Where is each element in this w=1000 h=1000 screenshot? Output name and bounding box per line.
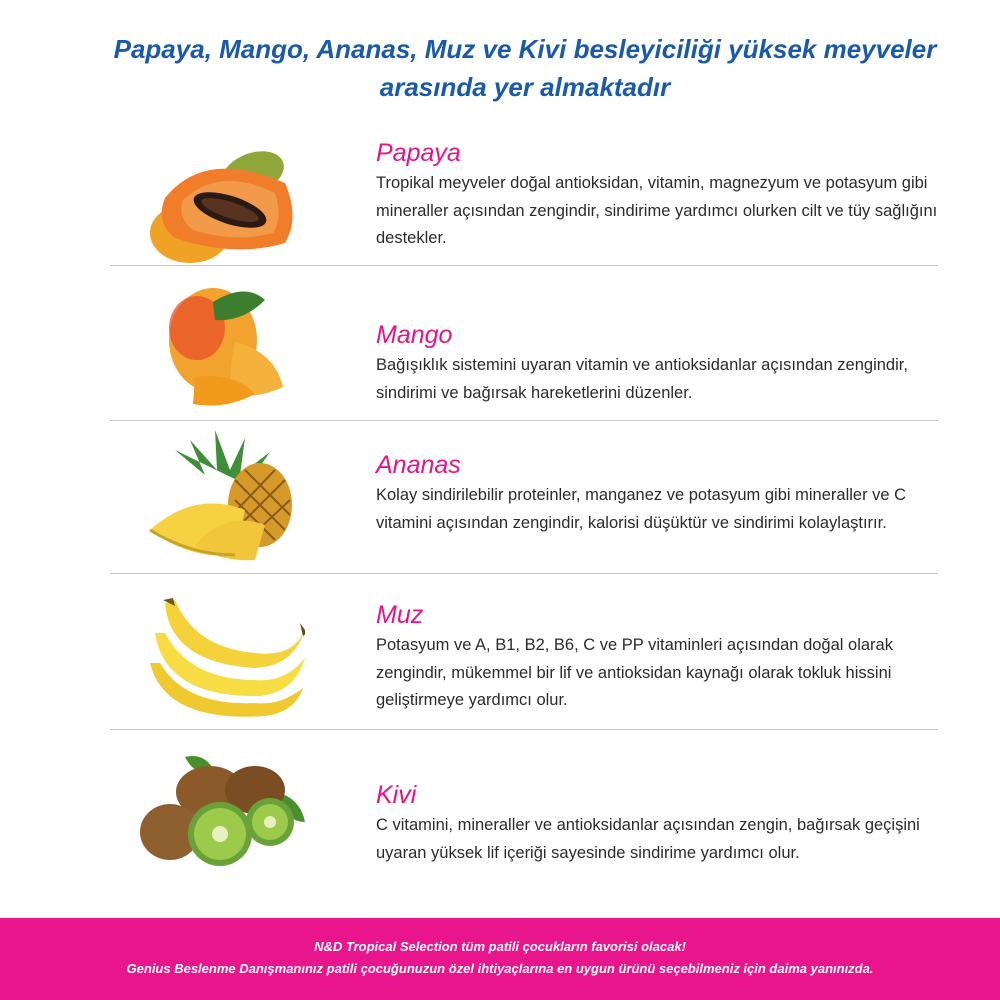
pineapple-image (135, 430, 305, 570)
kiwi-image (135, 752, 305, 892)
footer-line-1: N&D Tropical Selection tüm patili çocukların favorisi olacak! (314, 939, 686, 954)
footer-line-2: Genius Beslenme Danışmanınız patili çocuğunuzun özel ihtiyaçlarına en uygun ürünü seçebilmeniz için daima yanınızda. (126, 961, 874, 976)
papaya-image (135, 138, 305, 278)
divider (110, 573, 938, 574)
divider (110, 729, 938, 730)
fruit-name: Kivi (376, 781, 417, 809)
banana-image (135, 588, 305, 728)
divider (110, 265, 938, 266)
mango-image (135, 282, 305, 422)
divider (110, 420, 938, 421)
fruit-description: Bağışıklık sistemini uyaran vitamin ve antioksidanlar açısından zengindir, sindirimi ve bağırsak hareketlerini düzenler. (376, 356, 908, 402)
fruit-name: Papaya (376, 139, 461, 167)
fruit-description: Kolay sindirilebilir proteinler, manganez ve potasyum gibi mineraller ve C vitamini açısından zengindir, kalorisi düşüktür ve sindirimi kolaylaştırır. (376, 486, 907, 532)
page-headline (80, 30, 970, 106)
fruit-description: Potasyum ve A, B1, B2, B6, C ve PP vitaminleri açısından doğal olarak zengindir, mükemmel bir lif ve antioksidan kaynağı olarak tokluk hissini geliştirmeye yardımcı olur. (376, 636, 893, 709)
headline-line-1: Papaya, Mango, Ananas, Muz ve Kivi besleyiciliği yüksek meyveler (113, 34, 937, 64)
fruit-description: Tropikal meyveler doğal antioksidan, vitamin, magnezyum ve potasyum gibi mineraller açısından zengindir, sindirime yardımcı olurken cilt ve tüy sağlığını destekler. (376, 174, 938, 247)
fruit-name: Mango (376, 321, 453, 349)
headline-line-2: arasında yer almaktadır (379, 72, 671, 102)
fruit-name: Ananas (376, 451, 461, 479)
footer-banner (0, 918, 1000, 1000)
fruit-name: Muz (376, 601, 424, 629)
fruit-description: C vitamini, mineraller ve antioksidanlar açısından zengin, bağırsak geçişini uyaran yüksek lif içeriği sayesinde sindirime yardımcı olur. (376, 816, 920, 862)
